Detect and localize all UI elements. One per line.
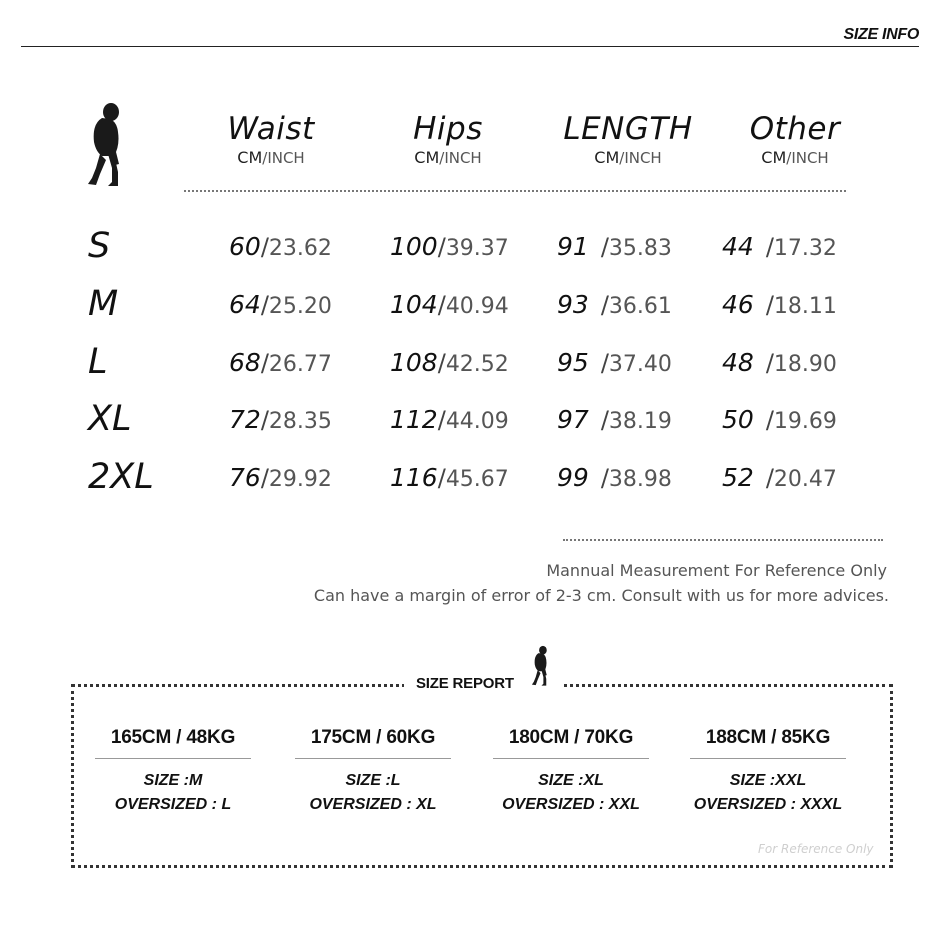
entry-underline [690, 758, 846, 759]
size-row [0, 457, 950, 515]
column-header-waist [196, 110, 346, 168]
inch-value: 44.09 [445, 409, 509, 434]
column-unit: CM/INCH [237, 148, 305, 167]
reference-watermark: For Reference Only [758, 842, 874, 856]
size-label: M [88, 284, 119, 324]
cm-value: 46 [722, 290, 754, 319]
inch-value: 42.52 [445, 352, 509, 377]
cm-value: 60 [229, 232, 261, 261]
measurement-cell [390, 405, 509, 438]
cm-value: 50 [722, 405, 754, 434]
value-separator: / [765, 349, 774, 377]
cm-value: 64 [229, 290, 261, 319]
measurement-cell [557, 290, 672, 323]
value-separator: / [600, 349, 609, 377]
cm-value: 93 [557, 290, 589, 319]
cm-value: 48 [722, 348, 754, 377]
value-separator: / [260, 291, 269, 319]
measurement-cell [390, 463, 509, 496]
value-separator: / [437, 349, 446, 377]
walking-ape-figure-icon [84, 102, 130, 188]
oversized-size: OVERSIZED : XXXL [693, 796, 843, 813]
cm-value: 108 [390, 348, 438, 377]
value-separator: / [437, 464, 446, 492]
column-title: LENGTH [563, 111, 693, 147]
value-separator: / [437, 233, 446, 261]
measurement-cell [557, 348, 672, 381]
oversized-size: OVERSIZED : XXL [502, 796, 640, 813]
size-label: 2XL [88, 457, 154, 497]
value-separator: / [260, 349, 269, 377]
column-title: Hips [413, 111, 483, 147]
recommended-size: SIZE :XL [538, 772, 604, 789]
oversized-size: OVERSIZED : L [114, 796, 232, 813]
value-separator: / [260, 233, 269, 261]
measurement-note: Mannual Measurement For Reference Only [546, 561, 887, 580]
entry-underline [295, 758, 451, 759]
cm-value: 97 [557, 405, 589, 434]
notes-dotted-divider [563, 539, 883, 541]
size-report-entry [471, 724, 671, 817]
inch-value: 18.11 [773, 294, 837, 319]
measurement-cell [390, 290, 509, 323]
cm-value: 52 [722, 463, 754, 492]
value-separator: / [600, 233, 609, 261]
recommended-size: SIZE :XXL [729, 772, 807, 789]
size-report-entry [73, 724, 273, 817]
cm-value: 99 [557, 463, 589, 492]
measurement-cell [722, 232, 837, 265]
value-separator: / [260, 406, 269, 434]
size-info-title: SIZE INFO [843, 26, 919, 43]
value-separator: / [765, 233, 774, 261]
size-report-title: SIZE REPORT [416, 675, 514, 692]
inch-value: 18.90 [773, 352, 837, 377]
top-divider [21, 46, 919, 47]
value-separator: / [765, 406, 774, 434]
column-header-other [720, 110, 870, 168]
height-weight: 175CM / 60KG [310, 727, 436, 748]
cm-value: 104 [390, 290, 438, 319]
measurement-cell [722, 290, 837, 323]
height-weight: 165CM / 48KG [110, 727, 236, 748]
cm-value: 72 [229, 405, 261, 434]
inch-value: 25.20 [268, 294, 332, 319]
inch-value: 26.77 [268, 352, 332, 377]
inch-value: 36.61 [608, 294, 672, 319]
size-label: S [88, 226, 111, 266]
size-row [0, 342, 950, 400]
measurement-cell [557, 463, 672, 496]
inch-value: 40.94 [445, 294, 509, 319]
column-header-hips [373, 110, 523, 168]
value-separator: / [600, 464, 609, 492]
size-row [0, 226, 950, 284]
measurement-cell [557, 405, 672, 438]
column-title: Waist [227, 111, 315, 147]
header-dotted-divider [184, 190, 846, 192]
measurement-cell [229, 232, 332, 265]
value-separator: / [600, 291, 609, 319]
inch-value: 45.67 [445, 467, 509, 492]
inch-value: 37.40 [608, 352, 672, 377]
value-separator: / [600, 406, 609, 434]
value-separator: / [437, 406, 446, 434]
measurement-cell [229, 348, 332, 381]
cm-value: 76 [229, 463, 261, 492]
size-row [0, 284, 950, 342]
recommended-size: SIZE :M [143, 772, 203, 789]
height-weight: 188CM / 85KG [705, 727, 831, 748]
measurement-cell [390, 232, 509, 265]
cm-value: 100 [390, 232, 438, 261]
inch-value: 23.62 [268, 236, 332, 261]
measurement-cell [229, 405, 332, 438]
cm-value: 68 [229, 348, 261, 377]
size-report-entry [273, 724, 473, 817]
cm-value: 112 [390, 405, 438, 434]
inch-value: 39.37 [445, 236, 509, 261]
height-weight: 180CM / 70KG [508, 727, 634, 748]
value-separator: / [765, 291, 774, 319]
measurement-cell [229, 290, 332, 323]
inch-value: 35.83 [608, 236, 672, 261]
size-label: XL [88, 399, 132, 439]
cm-value: 116 [390, 463, 438, 492]
measurement-cell [722, 463, 837, 496]
size-row [0, 399, 950, 457]
column-unit: CM/INCH [594, 148, 662, 167]
walking-ape-figure-icon [530, 642, 552, 690]
cm-value: 44 [722, 232, 754, 261]
inch-value: 17.32 [773, 236, 837, 261]
oversized-size: OVERSIZED : XL [309, 796, 437, 813]
value-separator: / [437, 291, 446, 319]
measurement-cell [229, 463, 332, 496]
measurement-cell [722, 405, 837, 438]
margin-note: Can have a margin of error of 2-3 cm. Consult with us for more advices. [313, 586, 889, 605]
inch-value: 28.35 [268, 409, 332, 434]
column-unit: CM/INCH [414, 148, 482, 167]
measurement-cell [390, 348, 509, 381]
inch-value: 38.19 [608, 409, 672, 434]
size-report-entry [668, 724, 868, 817]
column-header-length [553, 110, 703, 168]
column-unit: CM/INCH [761, 148, 829, 167]
cm-value: 95 [557, 348, 589, 377]
column-title: Other [749, 111, 841, 147]
recommended-size: SIZE :L [345, 772, 401, 789]
entry-underline [493, 758, 649, 759]
entry-underline [95, 758, 251, 759]
size-label: L [88, 342, 108, 382]
measurement-cell [557, 232, 672, 265]
inch-value: 19.69 [773, 409, 837, 434]
value-separator: / [260, 464, 269, 492]
measurement-cell [722, 348, 837, 381]
cm-value: 91 [557, 232, 589, 261]
inch-value: 29.92 [268, 467, 332, 492]
inch-value: 38.98 [608, 467, 672, 492]
value-separator: / [765, 464, 774, 492]
inch-value: 20.47 [773, 467, 837, 492]
